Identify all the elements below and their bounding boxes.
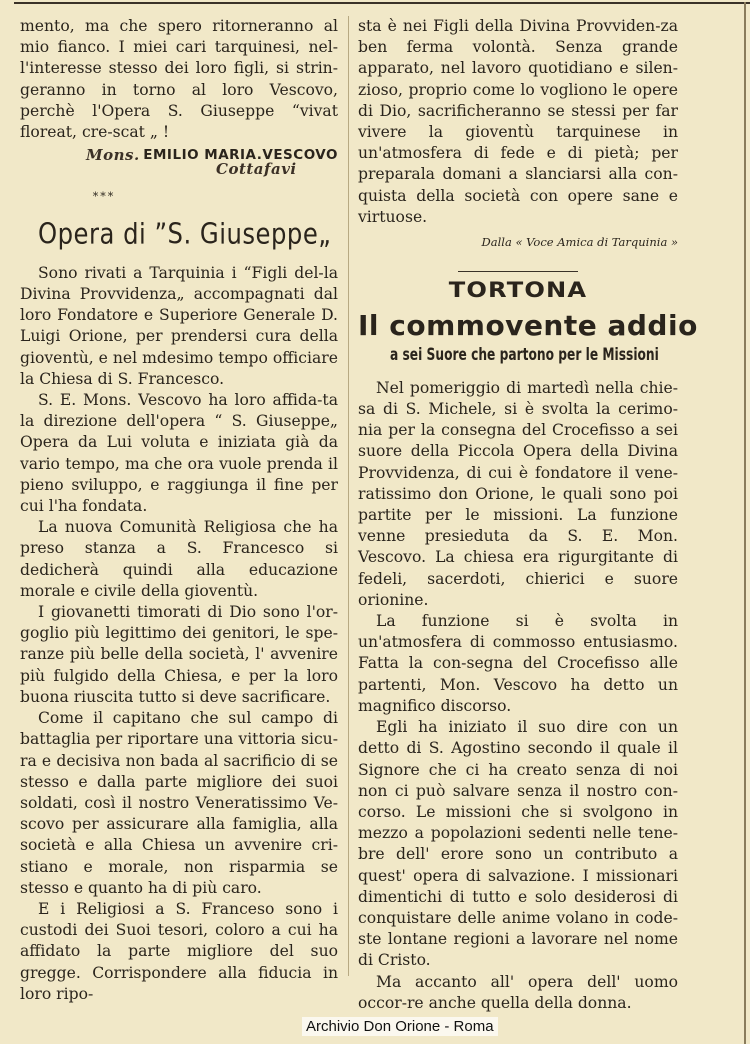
top-rule bbox=[14, 2, 750, 4]
paragraph: E i Religiosi a S. Franceso sono i custodi dei Suoi tesori, coloro a cui ha affidato la parte migliore del suo gregge. Corrispondere alla fiducia in loro ripo- bbox=[20, 899, 338, 1003]
column-divider bbox=[348, 16, 349, 976]
article-headline: Il commovente addio bbox=[358, 309, 698, 343]
paragraph: Nel pomeriggio di martedì nella chie-sa di S. Michele, si è svolta la cerimo-nia per la consegna del Crocefisso a sei suore della Piccola Opera della Divina Provvidenza, di cui è fondatore il vene-ratissimo don Orione, le quali sono poi partite per le missioni. La funzione venne presieduta da S. E. Mon. Vescovo. La chiesa era rigurgitante di fedeli, sacerdoti, chierici e suore orionine. bbox=[358, 378, 678, 609]
paragraph: La funzione si è svolta in un'atmosfera di commosso entusiasmo. Fatta la con-segna del Crocefisso alle partenti, Mon. Vescovo ha detto un magnifico discorso. bbox=[358, 612, 678, 715]
signature: EMILIO MARIA.VESCOVO bbox=[143, 147, 338, 164]
article-title: Opera di ”S. Giuseppe„ bbox=[38, 217, 332, 251]
handwritten-note-cottafavi: Cottafavi bbox=[216, 160, 297, 179]
paragraph: Come il capitano che sul campo di battaglia per riportare una vittoria sicu-ra e decisiva non bada al sacrificio di se stesso e dalla parte migliore dei suoi soldati, così il nostro Veneratissimo Ve-scovo per assicurare alla famiglia, alla società e alla Chiesa un avvenire cri-stiano e morale, non risparmia se stesso e quanto ha di più caro. bbox=[20, 709, 338, 897]
paragraph: Egli ha iniziato il suo dire con un detto di S. Agostino secondo il quale il Signore che ci ha creato senza di noi non ci può salvare senza il nostro con-corso. Le missioni che si svolgono in mezzo a popolazioni sedenti nelle tene-bre dell' erore sono un contributo a quest' opera di salvazione. I missionari dimentichi di tutto e solo desiderosi di conquistare delle anime volano in code-ste lontane regioni a lavorare nel nome di Cristo. bbox=[358, 718, 678, 970]
archive-watermark: Archivio Don Orione - Roma bbox=[302, 1017, 498, 1036]
source-credit: Dalla « Voce Amica di Tarquinia » bbox=[481, 235, 678, 250]
handwritten-note-mons: Mons. bbox=[86, 146, 140, 165]
right-column bbox=[358, 16, 698, 1014]
continuation-paragraph: sta è nei Figli della Divina Provviden-za ben ferma volontà. Senza grande apparato, nel lavoro quotidiano e silen-zioso, proprio come lo vogliono le opere di Dio, sacrificheranno se stessi per far vivere la gioventù tarquinese in un'atmosfera di fede e di pietà; per preparala domani a slanciarsi alla con-quista della società con opere sane e virtuose. bbox=[358, 17, 678, 226]
paragraph: I giovanetti timorati di Dio sono l'or-goglio più legittimo dei genitori, le spe-ranze più belle della società, l' avvenire più fulgido della Chiesa, e per la loro buona riuscita tutto si deve sacrificare. bbox=[20, 603, 338, 706]
place-heading: TORTONA bbox=[448, 278, 588, 303]
paragraph: Sono rivati a Tarquinia i “Figli del-la Divina Provvidenza„ accompagnati dal loro Fondatore e Superiore Generale D. Luigi Orione, per prendersi cura della gioventù, e nel mdesimo tempo officiare la Chiesa di S. Francesco. bbox=[20, 263, 338, 388]
signature-block bbox=[20, 145, 338, 180]
paragraph: S. E. Mons. Vescovo ha loro affida-ta la direzione dell'opera “ S. Giuseppe„ Opera da Lui voluta e iniziata già da vario tempo, ma che ora vuole prenda il pieno sviluppo, e raggiunga il fine per cui l'ha fondata. bbox=[20, 391, 338, 516]
article-subheadline: a sei Suore che partono per le Missioni bbox=[390, 344, 659, 365]
intro-paragraph: mento, ma che spero ritorneranno al mio fianco. I miei cari tarquinesi, nel-l'interesse stesso dei loro figli, si strin-geranno in torno al loro Vescovo, perchè l'Opera S. Giuseppe “vivat floreat, cre-scat „ ! bbox=[20, 17, 338, 142]
page-edge bbox=[744, 2, 746, 1044]
section-rule bbox=[458, 271, 578, 272]
paragraph: Ma accanto all' opera dell' uomo occor-re anche quella della donna. bbox=[358, 972, 678, 1012]
paragraph: La nuova Comunità Religiosa che ha preso stanza a S. Francesco si dedicherà quindi alla educazione morale e civile della gioventù. bbox=[20, 518, 338, 600]
separator: *** bbox=[92, 190, 116, 204]
left-column bbox=[20, 16, 338, 1005]
